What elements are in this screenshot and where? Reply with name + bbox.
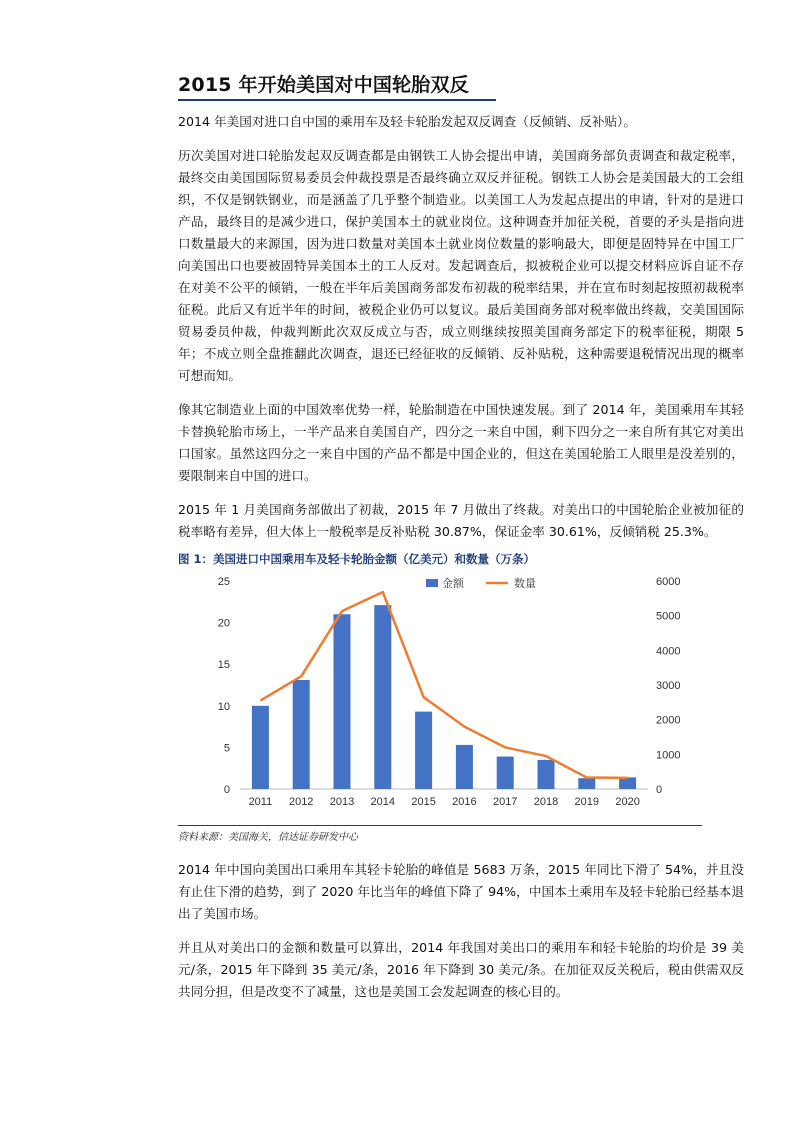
series-line-quantity [260, 592, 627, 778]
bar [293, 680, 310, 789]
paragraph-intro: 2014 年美国对进口自中国的乘用车及轻卡轮胎发起双反调查（反倾销、反补贴）。 [178, 114, 636, 129]
right-axis-tick-label: 0 [656, 784, 663, 796]
paragraph-average-price: 并且从对美出口的金额和数量可以算出，2014 年我国对美出口的乘用车和轻卡轮胎的均价是 39 美元/条，2015 年下降到 35 美元/条，2016 年下降到 30 美元/条。在加征双反关税后，税由供需双反共同分担，但是改变不了减量，这也是美国工会发起调查的核心目的。 [178, 940, 744, 999]
legend-swatch-bar [426, 579, 438, 587]
right-axis-tick-label: 4000 [656, 645, 681, 658]
right-axis-tick-label: 2000 [656, 714, 681, 727]
left-axis-tick-label: 25 [217, 576, 230, 588]
x-axis-tick-label: 2020 [615, 796, 640, 808]
right-axis-tick-label: 6000 [656, 576, 681, 588]
left-axis-tick-label: 10 [217, 700, 230, 713]
paragraph-investigation-process: 历次美国对进口轮胎发起双反调查都是由钢铁工人协会提出申请，美国商务部负责调查和裁定税率，最终交由美国国际贸易委员会仲裁投票是否最终确立双反并征税。钢铁工人协会是美国最大的工会组织，不仅是钢铁钢业，而是涵盖了几乎整个制造业。以美国工人为发起点提出的申请，针对的是进口产品，最终目的是减少进口，保护美国本土的就业岗位。这种调查并加征关税，首要的矛头是指向进口数量最大的来源国，因为进口数量对美国本土就业岗位数量的影响最大，即便是固特异在中国工厂向美国出口也要被固特异美国本土的工人反对。发起调查后，拟被税企业可以提交材料应诉自证不存在对美不公平的倾销，一般在半年后美国商务部发布初裁的税率结果，并在宣布时刻起按照初裁税率征税。此后又有近半年的时间，被税企业仍可以复议。最后美国商务部对税率做出终裁，交美国国际贸易委员仲裁，仲裁判断此次双反成立与否，成立则继续按照美国商务部定下的税率征税，期限 5 年；不成立则全盘推翻此次调查，退还已经征收的反倾销、反补贴税，这种需要退税情况出现的概率可想而知。 [178, 148, 744, 383]
chart-container [178, 571, 698, 821]
left-axis-tick-label: 0 [223, 784, 230, 796]
left-axis-tick-label: 20 [217, 617, 230, 630]
x-axis-tick-label: 2017 [492, 796, 518, 808]
bar [538, 760, 555, 789]
right-axis-tick-label: 1000 [656, 749, 681, 762]
right-axis-tick-label: 5000 [656, 610, 681, 623]
bar [252, 706, 269, 789]
x-axis-tick-label: 2011 [248, 796, 273, 808]
section-title: 2015 年开始美国对中国轮胎双反 [178, 70, 496, 101]
left-axis-tick-label: 5 [223, 742, 230, 755]
paragraph-tariff-rates: 2015 年 1 月美国商务部做出了初裁，2015 年 7 月做出了终裁。对美出口的中国轮胎企业被加征的税率略有差异，但大体上一般税率是反补贴税 30.87%，保证金率 30.61%，反倾销税 25.3%。 [178, 502, 744, 539]
right-axis-tick-label: 3000 [656, 680, 681, 692]
bar [497, 757, 514, 789]
paragraph-china-efficiency: 像其它制造业上面的中国效率优势一样，轮胎制造在中国快速发展。到了 2014 年，美国乘用车其轻卡替换轮胎市场上，一半产品来自美国自产，四分之一来自中国，剩下四分之一来自所有其它对美出口国家。虽然这四分之一来自中国的产品不都是中国企业的，但这在美国轮胎工人眼里是没差别的，要限制来自中国的进口。 [178, 402, 744, 483]
legend-label-quantity: 数量 [514, 578, 536, 590]
page-content [178, 70, 744, 1003]
x-axis-tick-label: 2018 [533, 796, 559, 808]
x-axis-tick-label: 2015 [411, 796, 436, 808]
x-axis-tick-label: 2013 [329, 796, 355, 808]
bar [578, 778, 595, 789]
paragraph-export-decline: 2014 年中国向美国出口乘用车其轻卡轮胎的峰值是 5683 万条，2015 年同比下滑了 54%，并且没有止住下滑的趋势，到了 2020 年比当年的峰值下降了 94%，中国本土乘用车及轻卡轮胎已经基本退出了美国市场。 [178, 862, 744, 921]
x-axis-tick-label: 2019 [574, 796, 600, 808]
figure-caption: 图 1：美国进口中国乘用车及轻卡轮胎金额（亿美元）和数量（万条） [178, 552, 536, 566]
legend-label-amount: 金额 [442, 578, 464, 590]
left-axis-tick-label: 15 [217, 659, 230, 672]
import-chart [178, 571, 698, 821]
bar [456, 745, 473, 789]
bar [374, 605, 391, 789]
bar [334, 614, 351, 789]
x-axis-tick-label: 2016 [452, 796, 477, 808]
figure-source: 资料来源：美国海关，信达证券研发中心 [178, 825, 702, 843]
x-axis-tick-label: 2014 [370, 796, 396, 808]
bar [415, 712, 432, 789]
x-axis-tick-label: 2012 [288, 796, 314, 808]
